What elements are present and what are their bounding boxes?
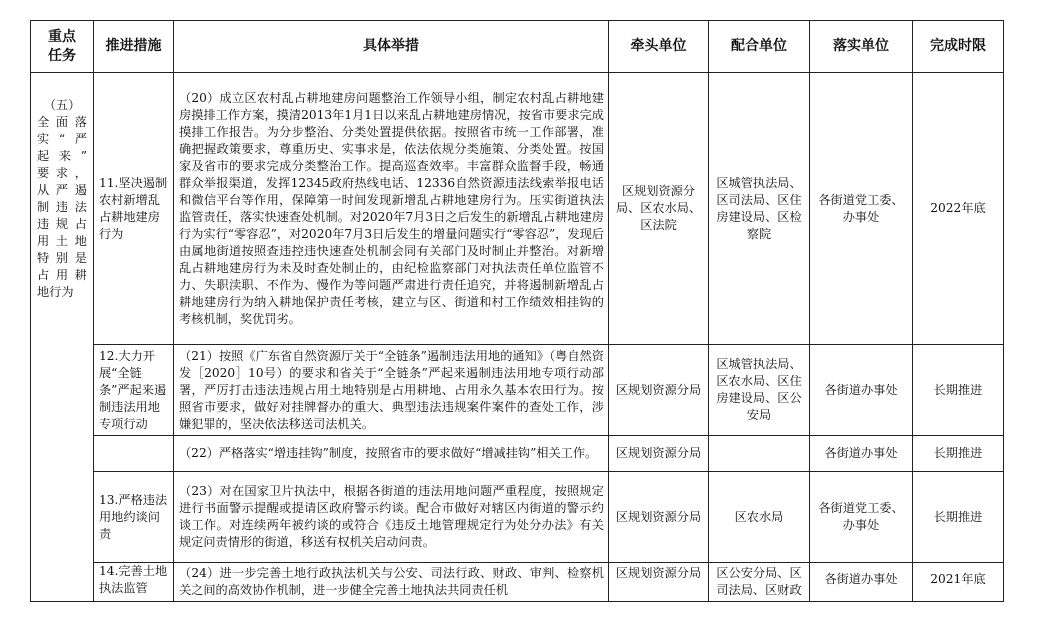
- coop-cell: [709, 563, 810, 602]
- task-cell: [31, 73, 94, 602]
- task-line: 特别是: [37, 251, 87, 265]
- deadline-cell: 2022年底: [913, 73, 1004, 345]
- table-row: [31, 436, 1004, 472]
- deadline-cell: 长期推进: [913, 436, 1004, 472]
- detail-cell: （23）对在国家卫片执法中，根据各街道的违法用地问题严重程度，按照规定进行书面警示提醒或提请区政府警示约谈。配合市做好对辖区内街道的警示约谈工作。对连续两年被约谈的或符合《违反土地管理规定行为处分办法》有关规定问责情形的街道，移送有权机关启动问责。: [174, 472, 609, 563]
- detail-cell: （22）严格落实“增违挂钩”制度，按照省市的要求做好“增减挂钩”相关工作。: [174, 436, 609, 472]
- detail-cell: [174, 563, 609, 602]
- measure-cell: [94, 436, 174, 472]
- lead-cell: [609, 563, 709, 602]
- detail-text: （24）进一步完善土地行政执法机关与公安、司法行政、财政、审判、检察机关之间的高效协作机制，进一步健全完善土地执法共同责任机: [179, 566, 604, 597]
- task-table: [30, 20, 1004, 602]
- lead-cell: 区规划资源分局: [609, 436, 709, 472]
- task-line: 占用耕: [37, 268, 87, 282]
- deadline-cell: 长期推进: [913, 345, 1004, 436]
- header-lead: 牵头单位: [609, 21, 709, 73]
- coop-cell: [709, 436, 810, 472]
- lead-cell: 区规划资源分局: [609, 345, 709, 436]
- lead-cell: 区规划资源分局、区农水局、区法院: [609, 73, 709, 345]
- impl-cell: 各街道党工委、办事处: [810, 472, 913, 563]
- task-line: 制违法: [37, 200, 87, 214]
- task-line: （五）: [43, 98, 81, 112]
- impl-text: 各街道办事处: [824, 572, 898, 586]
- header-impl: 落实单位: [810, 21, 913, 73]
- task-line: 用土地: [37, 234, 87, 248]
- task-line: 地行为: [37, 285, 74, 299]
- table-row: [31, 345, 1004, 436]
- task-line: 起来”: [37, 149, 87, 163]
- impl-cell: 各街道办事处: [810, 345, 913, 436]
- header-row: [31, 21, 1004, 73]
- task-line: 实“严: [37, 132, 87, 146]
- coop-text: 区公安分局、区司法局、区财政: [716, 566, 802, 597]
- table-row: [31, 563, 1004, 602]
- header-task: 重点任务: [31, 21, 94, 73]
- deadline-cell: 长期推进: [913, 472, 1004, 563]
- coop-cell: 区城管执法局、区农水局、区住房建设局、区公安局: [709, 345, 810, 436]
- detail-cell: （20）成立区农村乱占耕地建房问题整治工作领导小组，制定农村乱占耕地建房摸排工作方案，摸清2013年1月1日以来乱占耕地建房情况，按省市要求完成摸排工作报告。为分步整治、分类处置提供依据。按照省市统一工作部署，准确把握政策要求，尊重历史、实事求是，依法依规分类施策、分类处置。按国家及省市的要求完成分类整治工作。提高巡查效率。丰富群众监督手段，畅通群众举报渠道，发挥12345政府热线电话、12336自然资源违法线索举报电话和微信平台等作用，保障第一时间发现新增乱占耕地建房行为。压实街道执法监管责任，落实快速查处机制。对2020年7月3日之后发生的新增乱占耕地建房行为实行“零容忍”，对2020年7月3日后发生的增量问题实行“零容忍”，发现后由属地街道按照查违控违快速查处机制会同有关部门及时制止并整治。对新增乱占耕地建房行为未及时查处制止的，由纪检监察部门对执法责任单位监管不力、失职渎职、不作为、慢作为等问题严肃进行责任追究，并将遏制新增乱占耕地建房行为纳入耕地保护责任考核，建立与区、街道和村工作绩效相挂钩的考核机制，奖优罚劣。: [174, 73, 609, 345]
- impl-cell: [810, 563, 913, 602]
- task-line: 全面落: [37, 115, 87, 129]
- task-line: 从严遏: [37, 183, 87, 197]
- detail-cell: （21）按照《广东省自然资源厅关于“全链条”遏制违法用地的通知》（粤自然资发［2020］10号）的要求和省关于“全链条”严起来遏制违法用地专项行动部署，严厉打击违法违规占用土地特别是占用耕地、占用永久基本农田行为。按照省市要求，做好对挂牌督办的重大、典型违法违规案件案件的查处工作，涉嫌犯罪的，坚决依法移送司法机关。: [174, 345, 609, 436]
- task-line: 要求，: [37, 166, 87, 180]
- deadline-text: 2021年底: [930, 572, 986, 586]
- impl-cell: 各街道党工委、办事处: [810, 73, 913, 345]
- measure-cell: 12.大力开展“全链条”严起来遏制违法用地专项行动: [94, 345, 174, 436]
- coop-cell: 区城管执法局、区司法局、区住房建设局、区检察院: [709, 73, 810, 345]
- header-detail: 具体举措: [174, 21, 609, 73]
- task-line: 违规占: [37, 217, 87, 231]
- table-row: [31, 472, 1004, 563]
- header-coop: 配合单位: [709, 21, 810, 73]
- measure-cell: 11.坚决遏制农村新增乱占耕地建房行为: [94, 73, 174, 345]
- impl-cell: 各街道办事处: [810, 436, 913, 472]
- measure-cell: 13.严格违法用地约谈问责: [94, 472, 174, 563]
- lead-text: 区规划资源分局: [615, 566, 702, 580]
- header-measure: 推进措施: [94, 21, 174, 73]
- table-row: [31, 73, 1004, 345]
- deadline-cell: [913, 563, 1004, 602]
- measure-cell: [94, 563, 174, 602]
- coop-cell: 区农水局: [709, 472, 810, 563]
- header-deadline: 完成时限: [913, 21, 1004, 73]
- measure-text: 14.完善土地执法监管: [99, 564, 168, 595]
- lead-cell: 区规划资源分局: [609, 472, 709, 563]
